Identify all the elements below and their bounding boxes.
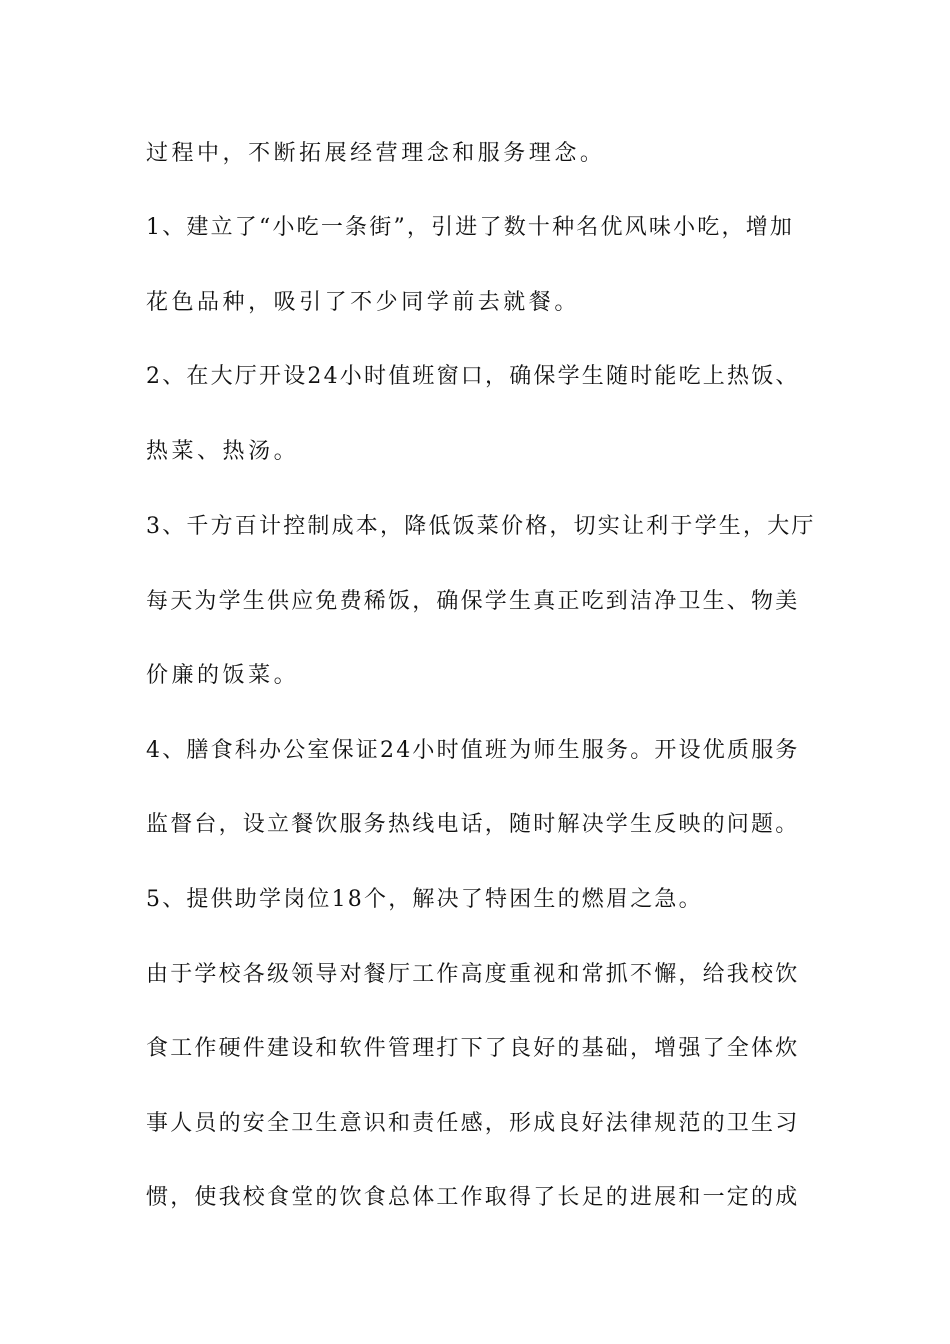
text-line: 由于学校各级领导对餐厅工作高度重视和常抓不懈，给我校饮 xyxy=(146,962,800,987)
text-line: 惯，使我校食堂的饮食总体工作取得了长足的进展和一定的成 xyxy=(146,1185,800,1210)
text-line: 事人员的安全卫生意识和责任感，形成良好法律规范的卫生习 xyxy=(146,1111,800,1136)
text-line: 每天为学生供应免费稀饭，确保学生真正吃到洁净卫生、物美 xyxy=(146,589,800,614)
text-line: 4、膳食科办公室保证24小时值班为师生服务。开设优质服务 xyxy=(146,738,800,763)
text-line: 2、在大厅开设24小时值班窗口，确保学生随时能吃上热饭、 xyxy=(146,364,800,389)
text-line: 监督台，设立餐饮服务热线电话，随时解决学生反映的问题。 xyxy=(146,812,800,837)
text-line: 价廉的饭菜。 xyxy=(146,663,300,688)
text-line: 5、提供助学岗位18个，解决了特困生的燃眉之急。 xyxy=(146,887,703,912)
text-line: 热菜、热汤。 xyxy=(146,439,300,464)
text-line: 花色品种，吸引了不少同学前去就餐。 xyxy=(146,290,580,315)
text-line: 过程中，不断拓展经营理念和服务理念。 xyxy=(146,141,606,166)
text-line: 3、千方百计控制成本，降低饭菜价格，切实让利于学生，大厅 xyxy=(146,514,816,539)
text-line: 1、建立了“小吃一条街”，引进了数十种名优风味小吃，增加 xyxy=(146,215,795,240)
text-line: 食工作硬件建设和软件管理打下了良好的基础，增强了全体炊 xyxy=(146,1036,800,1061)
